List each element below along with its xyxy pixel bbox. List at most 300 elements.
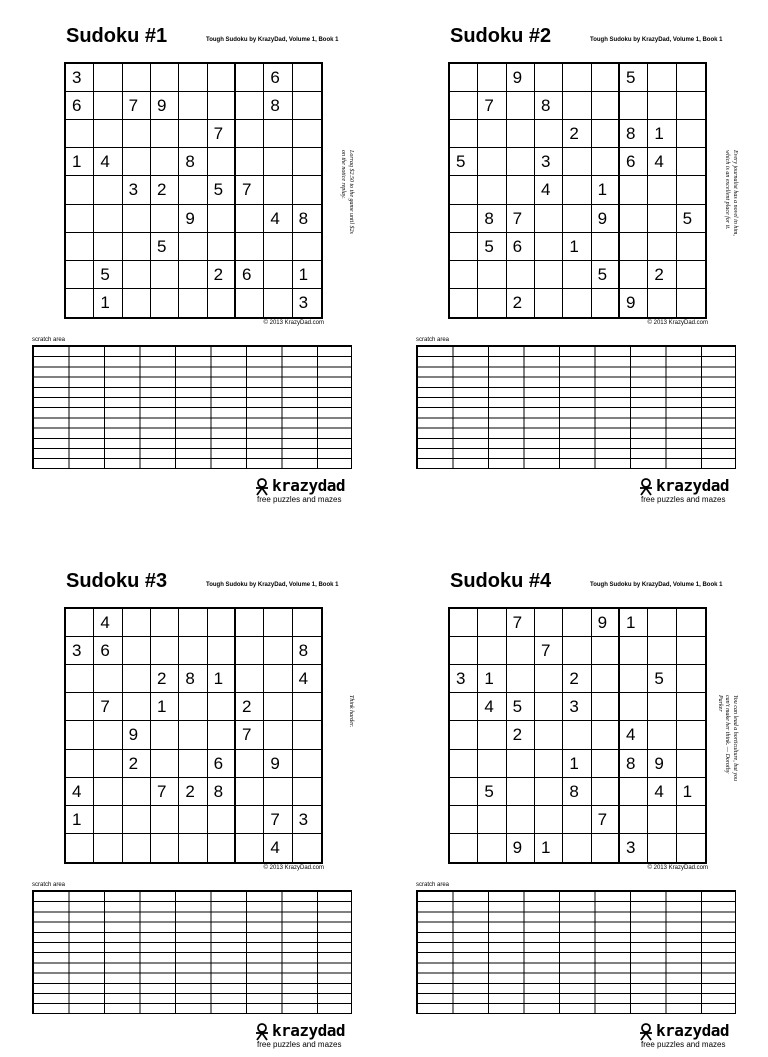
sudoku-cell[interactable] [179, 92, 207, 120]
sudoku-cell[interactable]: 3 [535, 148, 563, 176]
sudoku-cell[interactable] [94, 176, 122, 204]
scratch-area-grid[interactable] [416, 345, 736, 469]
sudoku-cell[interactable] [677, 233, 705, 261]
sudoku-cell[interactable] [563, 609, 591, 637]
sudoku-cell[interactable]: 9 [620, 289, 648, 317]
sudoku-cell[interactable] [151, 120, 179, 148]
sudoku-cell[interactable] [677, 693, 705, 721]
sudoku-cell[interactable] [236, 205, 264, 233]
sudoku-cell[interactable] [293, 92, 321, 120]
sudoku-cell[interactable] [507, 665, 535, 693]
sudoku-cell[interactable]: 7 [123, 92, 151, 120]
sudoku-cell[interactable] [563, 205, 591, 233]
sudoku-cell[interactable]: 4 [94, 609, 122, 637]
sudoku-cell[interactable] [648, 92, 676, 120]
sudoku-cell[interactable] [208, 806, 236, 834]
sudoku-cell[interactable]: 5 [592, 261, 620, 289]
sudoku-cell[interactable] [236, 834, 264, 862]
sudoku-cell[interactable] [151, 261, 179, 289]
sudoku-cell[interactable] [123, 693, 151, 721]
sudoku-cell[interactable] [478, 120, 506, 148]
sudoku-cell[interactable] [592, 148, 620, 176]
sudoku-cell[interactable] [179, 806, 207, 834]
sudoku-cell[interactable] [563, 637, 591, 665]
sudoku-cell[interactable] [123, 806, 151, 834]
sudoku-cell[interactable] [123, 148, 151, 176]
sudoku-cell[interactable] [94, 834, 122, 862]
sudoku-cell[interactable]: 2 [179, 778, 207, 806]
sudoku-cell[interactable]: 6 [208, 750, 236, 778]
sudoku-cell[interactable] [123, 64, 151, 92]
sudoku-cell[interactable] [677, 261, 705, 289]
sudoku-cell[interactable] [450, 92, 478, 120]
sudoku-cell[interactable] [264, 289, 292, 317]
sudoku-cell[interactable]: 6 [507, 233, 535, 261]
sudoku-cell[interactable] [450, 750, 478, 778]
sudoku-cell[interactable] [264, 693, 292, 721]
sudoku-cell[interactable] [94, 233, 122, 261]
sudoku-cell[interactable]: 8 [264, 92, 292, 120]
sudoku-cell[interactable]: 1 [563, 750, 591, 778]
sudoku-cell[interactable] [563, 92, 591, 120]
sudoku-cell[interactable] [66, 120, 94, 148]
sudoku-cell[interactable] [293, 233, 321, 261]
sudoku-cell[interactable] [123, 609, 151, 637]
sudoku-cell[interactable] [293, 148, 321, 176]
sudoku-cell[interactable] [648, 693, 676, 721]
sudoku-cell[interactable] [648, 176, 676, 204]
sudoku-cell[interactable] [592, 92, 620, 120]
sudoku-cell[interactable] [151, 637, 179, 665]
sudoku-cell[interactable] [648, 64, 676, 92]
sudoku-cell[interactable] [535, 778, 563, 806]
sudoku-cell[interactable]: 3 [620, 834, 648, 862]
sudoku-cell[interactable] [563, 261, 591, 289]
sudoku-cell[interactable]: 7 [592, 806, 620, 834]
scratch-area-grid[interactable] [32, 345, 352, 469]
sudoku-cell[interactable]: 4 [478, 693, 506, 721]
sudoku-cell[interactable] [293, 834, 321, 862]
sudoku-cell[interactable] [151, 750, 179, 778]
sudoku-cell[interactable] [151, 609, 179, 637]
sudoku-cell[interactable]: 3 [123, 176, 151, 204]
sudoku-cell[interactable] [592, 693, 620, 721]
sudoku-cell[interactable]: 4 [66, 778, 94, 806]
sudoku-cell[interactable] [677, 806, 705, 834]
sudoku-cell[interactable] [478, 806, 506, 834]
sudoku-cell[interactable] [66, 693, 94, 721]
sudoku-cell[interactable] [264, 233, 292, 261]
sudoku-cell[interactable]: 1 [66, 806, 94, 834]
sudoku-cell[interactable] [179, 750, 207, 778]
sudoku-cell[interactable]: 3 [293, 806, 321, 834]
sudoku-cell[interactable]: 2 [563, 120, 591, 148]
sudoku-cell[interactable] [264, 721, 292, 749]
sudoku-cell[interactable] [264, 609, 292, 637]
sudoku-cell[interactable] [507, 92, 535, 120]
sudoku-cell[interactable]: 2 [208, 261, 236, 289]
sudoku-cell[interactable] [620, 778, 648, 806]
sudoku-cell[interactable]: 8 [179, 665, 207, 693]
sudoku-cell[interactable] [620, 205, 648, 233]
sudoku-cell[interactable]: 2 [563, 665, 591, 693]
sudoku-cell[interactable]: 1 [66, 148, 94, 176]
sudoku-cell[interactable] [236, 64, 264, 92]
sudoku-cell[interactable] [66, 205, 94, 233]
sudoku-cell[interactable] [648, 721, 676, 749]
sudoku-cell[interactable] [478, 834, 506, 862]
sudoku-cell[interactable]: 1 [563, 233, 591, 261]
sudoku-cell[interactable] [677, 834, 705, 862]
sudoku-cell[interactable] [478, 289, 506, 317]
sudoku-cell[interactable] [677, 665, 705, 693]
sudoku-cell[interactable] [208, 148, 236, 176]
sudoku-cell[interactable] [94, 778, 122, 806]
sudoku-cell[interactable] [208, 289, 236, 317]
sudoku-cell[interactable]: 6 [94, 637, 122, 665]
sudoku-cell[interactable]: 7 [535, 637, 563, 665]
sudoku-cell[interactable]: 2 [123, 750, 151, 778]
sudoku-cell[interactable] [507, 806, 535, 834]
sudoku-cell[interactable] [293, 721, 321, 749]
sudoku-cell[interactable] [179, 834, 207, 862]
sudoku-cell[interactable]: 9 [592, 609, 620, 637]
sudoku-cell[interactable] [677, 92, 705, 120]
sudoku-cell[interactable] [94, 205, 122, 233]
sudoku-cell[interactable]: 9 [648, 750, 676, 778]
sudoku-cell[interactable] [293, 64, 321, 92]
sudoku-cell[interactable]: 5 [648, 665, 676, 693]
sudoku-cell[interactable]: 7 [478, 92, 506, 120]
sudoku-cell[interactable] [208, 637, 236, 665]
sudoku-cell[interactable] [620, 806, 648, 834]
sudoku-cell[interactable] [648, 834, 676, 862]
sudoku-cell[interactable] [236, 233, 264, 261]
sudoku-cell[interactable]: 6 [620, 148, 648, 176]
sudoku-cell[interactable] [563, 176, 591, 204]
sudoku-cell[interactable] [648, 609, 676, 637]
sudoku-cell[interactable] [264, 637, 292, 665]
sudoku-cell[interactable] [264, 665, 292, 693]
sudoku-grid[interactable] [448, 607, 707, 864]
sudoku-cell[interactable] [236, 148, 264, 176]
sudoku-cell[interactable] [208, 609, 236, 637]
sudoku-cell[interactable]: 7 [151, 778, 179, 806]
sudoku-cell[interactable] [592, 64, 620, 92]
sudoku-cell[interactable]: 2 [507, 721, 535, 749]
sudoku-cell[interactable]: 2 [151, 665, 179, 693]
sudoku-cell[interactable]: 4 [293, 665, 321, 693]
sudoku-cell[interactable] [264, 778, 292, 806]
sudoku-cell[interactable] [123, 233, 151, 261]
sudoku-cell[interactable] [563, 721, 591, 749]
sudoku-cell[interactable] [151, 289, 179, 317]
sudoku-cell[interactable]: 1 [677, 778, 705, 806]
sudoku-cell[interactable]: 8 [293, 637, 321, 665]
sudoku-cell[interactable] [236, 750, 264, 778]
sudoku-cell[interactable] [66, 609, 94, 637]
sudoku-cell[interactable] [620, 693, 648, 721]
sudoku-cell[interactable] [94, 806, 122, 834]
sudoku-cell[interactable]: 8 [208, 778, 236, 806]
sudoku-cell[interactable]: 5 [478, 233, 506, 261]
sudoku-cell[interactable]: 5 [151, 233, 179, 261]
sudoku-cell[interactable] [450, 806, 478, 834]
sudoku-cell[interactable] [151, 64, 179, 92]
sudoku-cell[interactable] [123, 120, 151, 148]
sudoku-cell[interactable] [264, 148, 292, 176]
sudoku-cell[interactable] [123, 637, 151, 665]
sudoku-cell[interactable] [648, 205, 676, 233]
sudoku-cell[interactable] [648, 637, 676, 665]
sudoku-cell[interactable] [293, 693, 321, 721]
sudoku-cell[interactable]: 1 [535, 834, 563, 862]
sudoku-cell[interactable] [648, 289, 676, 317]
sudoku-cell[interactable]: 8 [620, 120, 648, 148]
sudoku-cell[interactable]: 5 [677, 205, 705, 233]
sudoku-cell[interactable] [478, 609, 506, 637]
sudoku-cell[interactable] [535, 261, 563, 289]
sudoku-cell[interactable]: 4 [264, 834, 292, 862]
sudoku-cell[interactable] [507, 176, 535, 204]
sudoku-cell[interactable]: 8 [179, 148, 207, 176]
sudoku-cell[interactable] [535, 693, 563, 721]
sudoku-cell[interactable]: 3 [563, 693, 591, 721]
sudoku-cell[interactable] [507, 120, 535, 148]
sudoku-cell[interactable] [208, 92, 236, 120]
sudoku-cell[interactable] [620, 92, 648, 120]
sudoku-cell[interactable] [450, 205, 478, 233]
sudoku-cell[interactable] [507, 778, 535, 806]
sudoku-cell[interactable]: 7 [507, 609, 535, 637]
sudoku-cell[interactable]: 2 [151, 176, 179, 204]
sudoku-cell[interactable] [94, 750, 122, 778]
sudoku-cell[interactable] [677, 176, 705, 204]
sudoku-cell[interactable] [66, 665, 94, 693]
sudoku-cell[interactable]: 1 [208, 665, 236, 693]
sudoku-cell[interactable] [94, 721, 122, 749]
sudoku-cell[interactable] [478, 176, 506, 204]
sudoku-cell[interactable] [450, 778, 478, 806]
sudoku-cell[interactable]: 6 [66, 92, 94, 120]
sudoku-cell[interactable]: 3 [298, 293, 309, 313]
sudoku-cell[interactable]: 7 [208, 120, 236, 148]
sudoku-cell[interactable] [208, 721, 236, 749]
sudoku-cell[interactable] [507, 148, 535, 176]
sudoku-cell[interactable] [478, 64, 506, 92]
sudoku-cell[interactable]: 8 [478, 205, 506, 233]
sudoku-cell[interactable] [592, 778, 620, 806]
scratch-area-grid[interactable] [416, 890, 736, 1014]
sudoku-cell[interactable] [563, 64, 591, 92]
sudoku-cell[interactable] [66, 176, 94, 204]
sudoku-cell[interactable] [293, 609, 321, 637]
sudoku-cell[interactable] [563, 806, 591, 834]
sudoku-cell[interactable]: 4 [648, 148, 676, 176]
sudoku-cell[interactable] [208, 64, 236, 92]
sudoku-cell[interactable] [677, 721, 705, 749]
sudoku-cell[interactable] [535, 205, 563, 233]
sudoku-cell[interactable] [123, 205, 151, 233]
sudoku-cell[interactable] [179, 176, 207, 204]
sudoku-cell[interactable] [450, 176, 478, 204]
sudoku-cell[interactable] [507, 750, 535, 778]
sudoku-cell[interactable] [620, 176, 648, 204]
sudoku-grid[interactable] [64, 607, 323, 864]
sudoku-cell[interactable] [535, 806, 563, 834]
sudoku-cell[interactable]: 7 [236, 721, 264, 749]
sudoku-cell[interactable]: 4 [94, 148, 122, 176]
sudoku-cell[interactable] [677, 750, 705, 778]
sudoku-cell[interactable] [592, 750, 620, 778]
sudoku-cell[interactable] [450, 609, 478, 637]
sudoku-cell[interactable]: 1 [648, 120, 676, 148]
sudoku-cell[interactable] [264, 120, 292, 148]
sudoku-cell[interactable]: 8 [535, 92, 563, 120]
sudoku-cell[interactable]: 1 [94, 289, 122, 317]
sudoku-cell[interactable] [620, 637, 648, 665]
sudoku-cell[interactable]: 6 [264, 64, 292, 92]
sudoku-cell[interactable] [94, 665, 122, 693]
sudoku-cell[interactable] [507, 261, 535, 289]
sudoku-cell[interactable] [450, 261, 478, 289]
sudoku-cell[interactable] [592, 120, 620, 148]
sudoku-cell[interactable]: 9 [507, 834, 535, 862]
sudoku-cell[interactable] [450, 64, 478, 92]
sudoku-cell[interactable]: 4 [648, 778, 676, 806]
sudoku-cell[interactable] [293, 120, 321, 148]
sudoku-cell[interactable]: 5 [208, 176, 236, 204]
sudoku-cell[interactable] [677, 637, 705, 665]
sudoku-cell[interactable] [677, 148, 705, 176]
sudoku-cell[interactable]: 5 [507, 693, 535, 721]
sudoku-cell[interactable] [66, 834, 94, 862]
sudoku-cell[interactable] [620, 665, 648, 693]
sudoku-cell[interactable] [66, 289, 94, 317]
sudoku-cell[interactable] [123, 665, 151, 693]
sudoku-cell[interactable] [620, 261, 648, 289]
sudoku-cell[interactable] [592, 834, 620, 862]
sudoku-cell[interactable] [179, 637, 207, 665]
sudoku-cell[interactable]: 5 [94, 261, 122, 289]
sudoku-cell[interactable] [66, 721, 94, 749]
sudoku-cell[interactable] [535, 120, 563, 148]
sudoku-cell[interactable] [293, 778, 321, 806]
sudoku-cell[interactable] [677, 289, 705, 317]
sudoku-cell[interactable]: 9 [264, 750, 292, 778]
sudoku-cell[interactable]: 8 [563, 778, 591, 806]
sudoku-cell[interactable] [179, 609, 207, 637]
sudoku-cell[interactable] [478, 750, 506, 778]
sudoku-cell[interactable] [535, 64, 563, 92]
sudoku-cell[interactable] [179, 721, 207, 749]
sudoku-cell[interactable]: 8 [620, 750, 648, 778]
sudoku-cell[interactable] [450, 233, 478, 261]
sudoku-cell[interactable] [592, 637, 620, 665]
sudoku-grid[interactable] [64, 62, 323, 319]
sudoku-cell[interactable] [535, 721, 563, 749]
sudoku-cell[interactable] [620, 233, 648, 261]
sudoku-cell[interactable] [648, 806, 676, 834]
sudoku-cell[interactable]: 5 [620, 64, 648, 92]
sudoku-cell[interactable] [450, 289, 478, 317]
sudoku-cell[interactable] [535, 233, 563, 261]
sudoku-cell[interactable] [535, 665, 563, 693]
sudoku-cell[interactable] [179, 64, 207, 92]
sudoku-cell[interactable]: 1 [592, 176, 620, 204]
sudoku-cell[interactable] [208, 834, 236, 862]
sudoku-grid[interactable] [448, 62, 707, 319]
sudoku-cell[interactable] [592, 233, 620, 261]
sudoku-cell[interactable] [592, 665, 620, 693]
sudoku-cell[interactable] [592, 721, 620, 749]
sudoku-cell[interactable] [236, 609, 264, 637]
sudoku-cell[interactable] [151, 834, 179, 862]
sudoku-cell[interactable] [151, 721, 179, 749]
sudoku-cell[interactable]: 9 [507, 64, 535, 92]
scratch-area-grid[interactable] [32, 890, 352, 1014]
sudoku-cell[interactable] [208, 693, 236, 721]
sudoku-cell[interactable] [66, 750, 94, 778]
sudoku-cell[interactable] [677, 120, 705, 148]
sudoku-cell[interactable] [94, 64, 122, 92]
sudoku-cell[interactable]: 3 [66, 637, 94, 665]
sudoku-cell[interactable]: 4 [535, 176, 563, 204]
sudoku-cell[interactable] [677, 609, 705, 637]
sudoku-cell[interactable]: 4 [620, 721, 648, 749]
sudoku-cell[interactable] [236, 637, 264, 665]
sudoku-cell[interactable]: 5 [450, 148, 478, 176]
sudoku-cell[interactable]: 7 [264, 806, 292, 834]
sudoku-cell[interactable] [123, 289, 151, 317]
sudoku-cell[interactable] [208, 233, 236, 261]
sudoku-cell[interactable] [478, 148, 506, 176]
sudoku-cell[interactable] [179, 233, 207, 261]
sudoku-cell[interactable]: 6 [236, 261, 264, 289]
sudoku-cell[interactable] [677, 64, 705, 92]
sudoku-cell[interactable] [66, 261, 94, 289]
sudoku-cell[interactable] [236, 92, 264, 120]
sudoku-cell[interactable] [179, 289, 207, 317]
sudoku-cell[interactable]: 4 [264, 205, 292, 233]
sudoku-cell[interactable]: 7 [236, 176, 264, 204]
sudoku-cell[interactable] [179, 261, 207, 289]
sudoku-cell[interactable]: 1 [620, 609, 648, 637]
sudoku-cell[interactable]: 9 [151, 92, 179, 120]
sudoku-cell[interactable] [507, 637, 535, 665]
sudoku-cell[interactable] [236, 289, 264, 317]
sudoku-cell[interactable] [236, 665, 264, 693]
sudoku-cell[interactable] [563, 148, 591, 176]
sudoku-cell[interactable]: 7 [94, 693, 122, 721]
sudoku-cell[interactable] [535, 750, 563, 778]
sudoku-cell[interactable]: 1 [478, 665, 506, 693]
sudoku-cell[interactable] [535, 289, 563, 317]
sudoku-cell[interactable] [478, 261, 506, 289]
sudoku-cell[interactable]: 1 [151, 693, 179, 721]
sudoku-cell[interactable]: 3 [66, 64, 94, 92]
sudoku-cell[interactable] [648, 233, 676, 261]
sudoku-cell[interactable] [563, 289, 591, 317]
sudoku-cell[interactable] [179, 693, 207, 721]
sudoku-cell[interactable] [236, 778, 264, 806]
sudoku-cell[interactable]: 9 [592, 205, 620, 233]
sudoku-cell[interactable]: 8 [293, 205, 321, 233]
sudoku-cell[interactable]: 9 [123, 721, 151, 749]
sudoku-cell[interactable]: 3 [450, 665, 478, 693]
sudoku-cell[interactable]: 2 [648, 261, 676, 289]
sudoku-cell[interactable] [236, 120, 264, 148]
